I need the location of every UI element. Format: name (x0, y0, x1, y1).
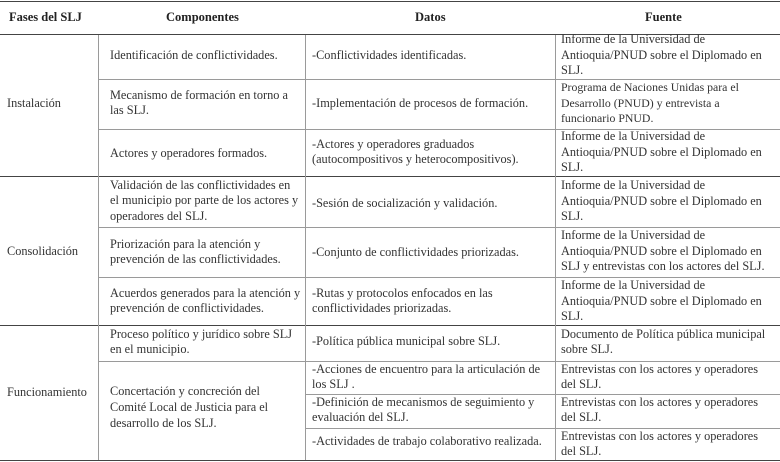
dato-cell: -Sesión de socialización y validación. (312, 196, 498, 210)
fase-label: Consolidación (7, 244, 79, 258)
header-datos: Datos (415, 9, 446, 24)
componente-cell: Actores y operadores formados. (110, 146, 268, 160)
fuente-cell: Entrevistas con los actores y operadores del SLJ. (561, 395, 759, 425)
fuente-cell: Documento de Política pública municipal sobre SLJ. (561, 327, 766, 357)
componente-cell: Mecanismo de formación en torno a las SLJ. (110, 88, 288, 118)
componente-cell: Validación de las conflictividades en el municipio por parte de los actores y operadores del SLJ. (110, 178, 299, 223)
dato-cell: -Actividades de trabajo colaborativo realizada. (312, 434, 542, 448)
componente-cell: Priorización para la atención y prevención de las conflictividades. (110, 237, 281, 267)
rule-top (0, 1, 780, 2)
rule-bottom (0, 460, 780, 461)
header-componentes: Componentes (166, 9, 239, 24)
dato-cell: -Implementación de procesos de formación. (312, 96, 529, 110)
componente-cell: Concertación y concreción del Comité Local de Justicia para el desarrollo de los SLJ. (110, 384, 269, 430)
fuente-cell: Informe de la Universidad de Antioquia/PNUD sobre el Diplomado en SLJ. (561, 278, 762, 323)
fuente-cell: Informe de la Universidad de Antioquia/PNUD sobre el Diplomado en SLJ. (561, 32, 762, 77)
componente-cell: Identificación de conflictividades. (110, 48, 278, 62)
dato-cell: -Actores y operadores graduados (autocompositivos y heterocompositivos). (312, 137, 519, 167)
fase-label: Funcionamiento (7, 385, 87, 399)
header-fuente: Fuente (645, 9, 682, 24)
header-fase: Fases del SLJ (9, 9, 82, 24)
column-divider (305, 35, 306, 460)
column-divider (555, 35, 556, 460)
fuente-cell: Informe de la Universidad de Antioquia/PNUD sobre el Diplomado en SLJ. (561, 129, 762, 174)
section-divider (0, 176, 780, 177)
fase-label: Instalación (7, 96, 61, 110)
column-divider (98, 35, 99, 460)
section-divider (0, 325, 780, 326)
dato-cell: -Rutas y protocolos enfocados en las conflictividades priorizadas. (312, 286, 493, 316)
dato-cell: -Acciones de encuentro para la articulación de los SLJ . (312, 362, 541, 392)
fuente-cell: Programa de Naciones Unidas para el Desarrollo (PNUD) y entrevista a funcionario PNUD. (561, 80, 739, 125)
fuente-cell: Informe de la Universidad de Antioquia/PNUD sobre el Diplomado en SLJ. (561, 178, 762, 223)
dato-cell: -Conjunto de conflictividades priorizadas. (312, 245, 519, 259)
dato-cell: -Definición de mecanismos de seguimiento y evaluación del SLJ. (312, 395, 535, 425)
dato-cell: -Política pública municipal sobre SLJ. (312, 334, 501, 348)
fuente-cell: Informe de la Universidad de Antioquia/PNUD sobre el Diplomado en SLJ y entrevistas con los actores del SLJ. (561, 228, 765, 273)
dato-cell: -Conflictividades identificadas. (312, 48, 467, 62)
componente-cell: Proceso político y jurídico sobre SLJ en el municipio. (110, 327, 293, 357)
fuente-cell: Entrevistas con los actores y operadores del SLJ. (561, 429, 759, 459)
componente-cell: Acuerdos generados para la atención y prevención de conflictividades. (110, 286, 301, 316)
fuente-cell: Entrevistas con los actores y operadores del SLJ. (561, 362, 759, 392)
